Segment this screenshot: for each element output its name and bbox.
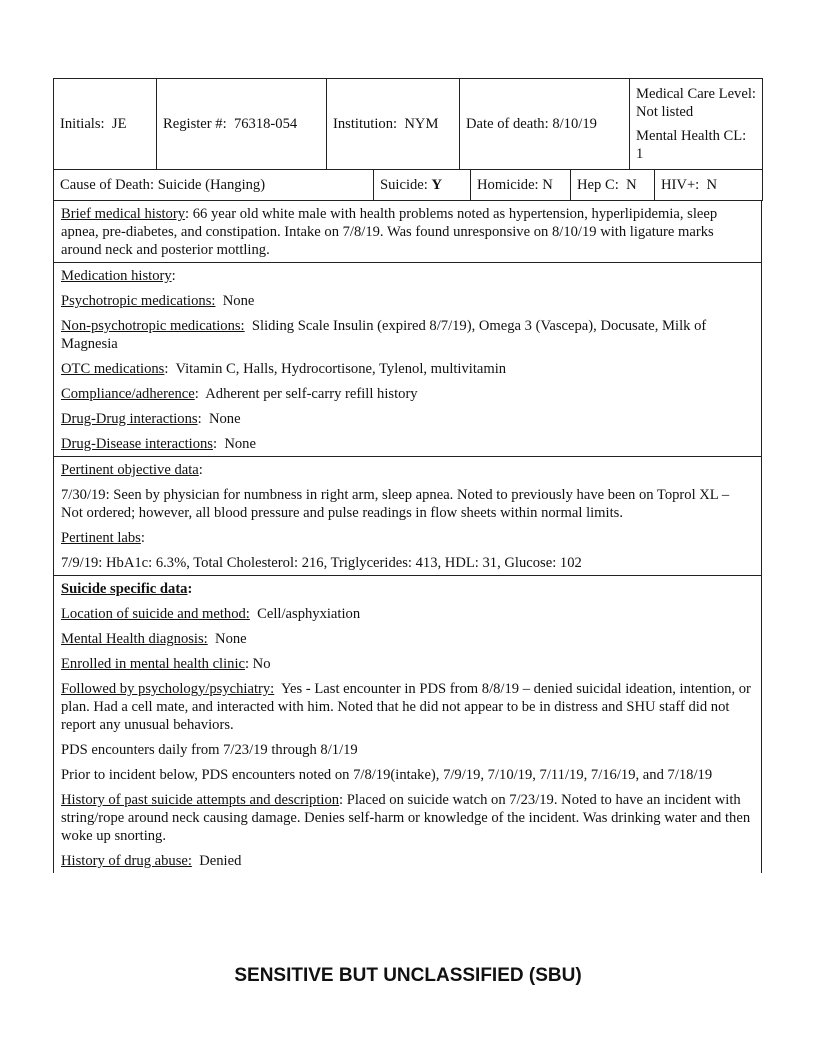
medical-care-level: Medical Care Level: Not listed (636, 86, 756, 120)
labs-title: Pertinent labs (61, 530, 141, 546)
care-level-cell (630, 79, 763, 170)
objective-title: Pertinent objective data (61, 462, 199, 478)
medication-title: Medication history (61, 268, 172, 284)
cause-of-death-cell: Cause of Death: Suicide (Hanging) (54, 170, 374, 201)
suicide-data-title: Suicide specific data (61, 581, 188, 597)
hiv-cell: HIV+: N (655, 170, 763, 201)
header-table (53, 78, 763, 170)
pds-daily: PDS encounters daily from 7/23/19 through 8/1/19 (61, 742, 358, 758)
date-of-death-cell: Date of death: 8/10/19 (460, 79, 630, 170)
homicide-cell: Homicide: N (471, 170, 571, 201)
initials-cell: Initials: JE (54, 79, 157, 170)
suicide-cell: Suicide: Y (374, 170, 471, 201)
hep-c-cell: Hep C: N (571, 170, 655, 201)
prior-pds: Prior to incident below, PDS encounters noted on 7/8/19(intake), 7/9/19, 7/10/19, 7/11/19, 7/16/19, and 7/18/19 (61, 767, 713, 783)
register-cell: Register #: 76318-054 (157, 79, 327, 170)
brief-history-text: : 66 year old white male with health problems noted as hypertension, hyperlipidemia, sleep apnea, pre-diabetes, and constipation. Intake on 7/8/19. Was found unresponsive on 8/10/19 with ligature marks around neck and posterior mottling. (61, 206, 718, 258)
report-page (53, 78, 762, 873)
suicide-data-section: Suicide specific data: Location of suicide and method: Cell/asphyxiation Mental Health diagnosis: None Enrolled in mental health clinic: No Followed by psychology/psychiatry: Yes - Last encounter in PDS from 8/8/19 – denied suicidal ideation, intention, or plan. Had a cell mate, and interacted with him. Noted that he did not appear to be in distress and SHU staff did not report any unusual behaviors. PDS encounters daily from 7/23/19 through 8/1/19 Prior to incident below, PDS encounters noted on 7/8/19(intake), 7/9/19, 7/10/19, 7/11/19, 7/16/19, and 7/18/19 History of past suicide attempts and description: Placed on suicide watch on 7/23/19. Noted to have an incident with string/rope around neck causing damage. Denies self-harm or knowledge of the incident. Was drinking water and then woke up snorting. History of drug abuse: Denied (53, 576, 762, 873)
institution-cell: Institution: NYM (327, 79, 460, 170)
medication-section: Medication history: Psychotropic medications: None Non-psychotropic medications: Sliding Scale Insulin (expired 8/7/19), Omega 3 (Vascepa), Docusate, Milk of Magnesia OTC medications: Vitamin C, Halls, Hydrocortisone, Tylenol, multivitamin Compliance/adherence: Adherent per self-carry refill history Drug-Drug interactions: None Drug-Disease interactions: None (53, 263, 762, 457)
objective-section: Pertinent objective data: 7/30/19: Seen by physician for numbness in right arm, sleep apnea. Noted to previously have been on Toprol XL – Not ordered; however, all blood pressure and pulse readings in flow sheets within normal limits. Pertinent labs: 7/9/19: HbA1c: 6.3%, Total Cholesterol: 216, Triglycerides: 413, HDL: 31, Glucose: 102 (53, 457, 762, 576)
brief-history-label: Brief medical history (61, 206, 186, 222)
brief-history-section (53, 201, 762, 263)
classification-footer: SENSITIVE BUT UNCLASSIFIED (SBU) (234, 965, 582, 986)
status-table (53, 169, 763, 201)
objective-note: 7/30/19: Seen by physician for numbness in right arm, sleep apnea. Noted to previously have been on Toprol XL – Not ordered; however, all blood pressure and pulse readings in flow sheets within normal limits. (61, 487, 730, 521)
mental-health-cl: Mental Health CL: 1 (636, 128, 747, 162)
labs-values: 7/9/19: HbA1c: 6.3%, Total Cholesterol: 216, Triglycerides: 413, HDL: 31, Glucose: 102 (61, 555, 582, 571)
